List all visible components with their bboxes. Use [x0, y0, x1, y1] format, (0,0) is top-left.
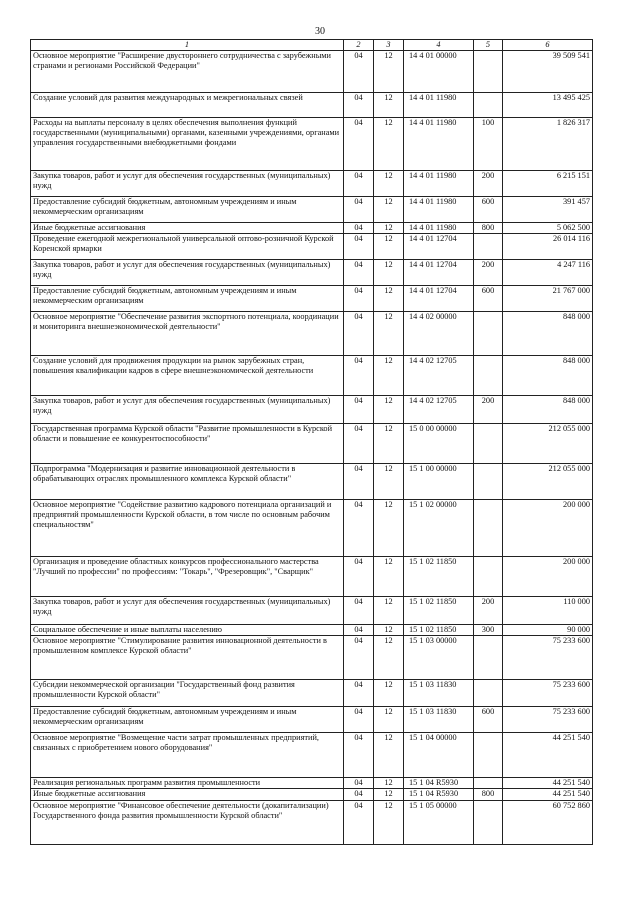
table-row [31, 356, 593, 396]
column-header: 4 [404, 40, 474, 51]
table-header-row [31, 40, 593, 51]
row-section-cell: 04 [344, 171, 374, 197]
row-target-code-cell: 14 4 01 11980 [404, 93, 474, 118]
row-expense-type-cell [474, 356, 503, 396]
row-expense-type-cell [474, 234, 503, 260]
row-amount-cell: 21 767 000 [503, 286, 593, 312]
row-amount-cell: 75 233 600 [503, 680, 593, 707]
row-target-code-cell: 15 1 02 11850 [404, 557, 474, 597]
row-amount-cell: 4 247 116 [503, 260, 593, 286]
row-name-cell: Реализация региональных программ развития промышленности [31, 778, 344, 789]
row-amount-cell: 212 055 000 [503, 464, 593, 500]
row-section-cell: 04 [344, 424, 374, 464]
table-row [31, 557, 593, 597]
row-target-code-cell: 14 4 01 12704 [404, 260, 474, 286]
row-subsection-cell: 12 [374, 396, 404, 424]
row-expense-type-cell [474, 557, 503, 597]
table-row [31, 500, 593, 557]
row-target-code-cell: 14 4 02 00000 [404, 312, 474, 356]
row-subsection-cell: 12 [374, 118, 404, 171]
row-expense-type-cell [474, 424, 503, 464]
row-section-cell: 04 [344, 707, 374, 733]
row-amount-cell: 26 014 116 [503, 234, 593, 260]
table-row [31, 171, 593, 197]
row-section-cell: 04 [344, 680, 374, 707]
row-expense-type-cell [474, 500, 503, 557]
row-section-cell: 04 [344, 801, 374, 845]
row-name-cell: Государственная программа Курской области "Развитие промышленности в Курской области и повышение ее конкурентоспособности" [31, 424, 344, 464]
table-row [31, 396, 593, 424]
row-subsection-cell: 12 [374, 286, 404, 312]
table-row [31, 680, 593, 707]
row-name-cell: Иные бюджетные ассигнования [31, 223, 344, 234]
row-amount-cell: 848 000 [503, 312, 593, 356]
row-section-cell: 04 [344, 778, 374, 789]
row-expense-type-cell [474, 636, 503, 680]
budget-table [30, 39, 593, 845]
row-target-code-cell: 15 1 04 R5930 [404, 789, 474, 801]
row-section-cell: 04 [344, 260, 374, 286]
row-section-cell: 04 [344, 636, 374, 680]
row-subsection-cell: 12 [374, 636, 404, 680]
column-header: 2 [344, 40, 374, 51]
row-target-code-cell: 15 1 03 11830 [404, 680, 474, 707]
row-name-cell: Основное мероприятие "Обеспечение развития экспортного потенциала, координации и мониторинга внешнеэкономической деятельности" [31, 312, 344, 356]
row-name-cell: Основное мероприятие "Стимулирование развития инновационной деятельности в промышленном комплексе Курской области" [31, 636, 344, 680]
row-target-code-cell: 15 1 03 00000 [404, 636, 474, 680]
row-expense-type-cell: 600 [474, 197, 503, 223]
row-expense-type-cell: 600 [474, 707, 503, 733]
table-row [31, 223, 593, 234]
row-name-cell: Подпрограмма "Модернизация и развитие инновационной деятельности в обрабатывающих отраслях промышленного комплекса Курской области" [31, 464, 344, 500]
row-subsection-cell: 12 [374, 801, 404, 845]
row-name-cell: Иные бюджетные ассигнования [31, 789, 344, 801]
row-amount-cell: 6 215 151 [503, 171, 593, 197]
row-subsection-cell: 12 [374, 625, 404, 636]
row-name-cell: Проведение ежегодной межрегиональной универсальной оптово-розничной Курской Коренской ярмарки [31, 234, 344, 260]
row-subsection-cell: 12 [374, 234, 404, 260]
row-name-cell: Социальное обеспечение и иные выплаты населению [31, 625, 344, 636]
row-subsection-cell: 12 [374, 680, 404, 707]
row-subsection-cell: 12 [374, 707, 404, 733]
row-expense-type-cell: 600 [474, 286, 503, 312]
row-expense-type-cell [474, 312, 503, 356]
table-row [31, 733, 593, 778]
row-target-code-cell: 15 1 05 00000 [404, 801, 474, 845]
row-subsection-cell: 12 [374, 197, 404, 223]
row-target-code-cell: 14 4 01 00000 [404, 51, 474, 93]
table-row [31, 234, 593, 260]
row-subsection-cell: 12 [374, 500, 404, 557]
row-section-cell: 04 [344, 223, 374, 234]
row-amount-cell: 391 457 [503, 197, 593, 223]
row-subsection-cell: 12 [374, 597, 404, 625]
row-section-cell: 04 [344, 118, 374, 171]
row-expense-type-cell [474, 778, 503, 789]
column-header: 3 [374, 40, 404, 51]
row-amount-cell: 44 251 540 [503, 778, 593, 789]
row-expense-type-cell: 200 [474, 171, 503, 197]
row-target-code-cell: 14 4 01 11980 [404, 197, 474, 223]
row-expense-type-cell: 800 [474, 223, 503, 234]
row-amount-cell: 44 251 540 [503, 789, 593, 801]
row-target-code-cell: 14 4 01 11980 [404, 171, 474, 197]
row-target-code-cell: 15 1 00 00000 [404, 464, 474, 500]
row-name-cell: Основное мероприятие "Возмещение части затрат промышленных предприятий, связанных с приобретением нового оборудования" [31, 733, 344, 778]
row-subsection-cell: 12 [374, 223, 404, 234]
row-name-cell: Основное мероприятие "Расширение двустороннего сотрудничества с зарубежными странами и регионами Российской Федерации" [31, 51, 344, 93]
row-amount-cell: 75 233 600 [503, 707, 593, 733]
row-amount-cell: 848 000 [503, 396, 593, 424]
row-expense-type-cell: 100 [474, 118, 503, 171]
row-expense-type-cell [474, 733, 503, 778]
row-subsection-cell: 12 [374, 260, 404, 286]
row-amount-cell: 1 826 317 [503, 118, 593, 171]
row-name-cell: Основное мероприятие "Содействие развитию кадрового потенциала организаций и предприятий промышленности Курской области, в том числе по основным рабочим специальностям" [31, 500, 344, 557]
row-name-cell: Закупка товаров, работ и услуг для обеспечения государственных (муниципальных) нужд [31, 597, 344, 625]
table-row [31, 636, 593, 680]
row-target-code-cell: 14 4 02 12705 [404, 396, 474, 424]
row-subsection-cell: 12 [374, 789, 404, 801]
row-section-cell: 04 [344, 312, 374, 356]
row-target-code-cell: 15 1 02 11850 [404, 597, 474, 625]
table-body [31, 51, 593, 845]
row-subsection-cell: 12 [374, 171, 404, 197]
row-section-cell: 04 [344, 197, 374, 223]
table-row [31, 789, 593, 801]
table-row [31, 801, 593, 845]
row-subsection-cell: 12 [374, 778, 404, 789]
row-section-cell: 04 [344, 597, 374, 625]
row-target-code-cell: 14 4 01 11980 [404, 118, 474, 171]
row-section-cell: 04 [344, 396, 374, 424]
row-section-cell: 04 [344, 51, 374, 93]
row-name-cell: Организация и проведение областных конкурсов профессионального мастерства "Лучший по профессии" по профессиям: "Токарь", "Фрезеровщик", "Сварщик" [31, 557, 344, 597]
column-header: 5 [474, 40, 503, 51]
row-amount-cell: 60 752 860 [503, 801, 593, 845]
row-target-code-cell: 14 4 02 12705 [404, 356, 474, 396]
row-target-code-cell: 15 1 04 R5930 [404, 778, 474, 789]
row-name-cell: Предоставление субсидий бюджетным, автономным учреждениям и иным некоммерческим организациям [31, 707, 344, 733]
row-section-cell: 04 [344, 733, 374, 778]
table-row [31, 625, 593, 636]
row-expense-type-cell [474, 464, 503, 500]
row-section-cell: 04 [344, 500, 374, 557]
table-row [31, 424, 593, 464]
row-subsection-cell: 12 [374, 312, 404, 356]
row-name-cell: Закупка товаров, работ и услуг для обеспечения государственных (муниципальных) нужд [31, 396, 344, 424]
table-row [31, 464, 593, 500]
row-amount-cell: 44 251 540 [503, 733, 593, 778]
row-section-cell: 04 [344, 557, 374, 597]
page-number: 30 [315, 26, 325, 37]
table-row [31, 286, 593, 312]
row-target-code-cell: 15 1 03 11830 [404, 707, 474, 733]
row-subsection-cell: 12 [374, 51, 404, 93]
row-expense-type-cell: 200 [474, 260, 503, 286]
row-name-cell: Субсидии некоммерческой организации "Государственный фонд развития промышленности Курской области" [31, 680, 344, 707]
row-subsection-cell: 12 [374, 464, 404, 500]
column-header: 1 [31, 40, 344, 51]
row-expense-type-cell [474, 51, 503, 93]
row-target-code-cell: 15 1 02 11850 [404, 625, 474, 636]
table-row [31, 93, 593, 118]
row-target-code-cell: 15 1 04 00000 [404, 733, 474, 778]
row-expense-type-cell [474, 680, 503, 707]
row-amount-cell: 200 000 [503, 557, 593, 597]
row-amount-cell: 75 233 600 [503, 636, 593, 680]
row-name-cell: Закупка товаров, работ и услуг для обеспечения государственных (муниципальных) нужд [31, 260, 344, 286]
row-expense-type-cell [474, 93, 503, 118]
row-expense-type-cell [474, 801, 503, 845]
row-amount-cell: 848 000 [503, 356, 593, 396]
row-name-cell: Основное мероприятие "Финансовое обеспечение деятельности (докапитализации) Государственного фонда развития промышленности Курской области" [31, 801, 344, 845]
row-target-code-cell: 14 4 01 12704 [404, 286, 474, 312]
row-target-code-cell: 15 0 00 00000 [404, 424, 474, 464]
table-row [31, 778, 593, 789]
row-subsection-cell: 12 [374, 557, 404, 597]
table-row [31, 118, 593, 171]
table-row [31, 597, 593, 625]
row-section-cell: 04 [344, 93, 374, 118]
row-subsection-cell: 12 [374, 733, 404, 778]
row-name-cell: Предоставление субсидий бюджетным, автономным учреждениям и иным некоммерческим организациям [31, 197, 344, 223]
row-amount-cell: 13 495 425 [503, 93, 593, 118]
row-name-cell: Создание условий для развития международных и межрегиональных связей [31, 93, 344, 118]
row-amount-cell: 39 509 541 [503, 51, 593, 93]
row-expense-type-cell: 200 [474, 396, 503, 424]
row-section-cell: 04 [344, 286, 374, 312]
table-row [31, 260, 593, 286]
row-name-cell: Предоставление субсидий бюджетным, автономным учреждениям и иным некоммерческим организациям [31, 286, 344, 312]
row-name-cell: Закупка товаров, работ и услуг для обеспечения государственных (муниципальных) нужд [31, 171, 344, 197]
row-target-code-cell: 14 4 01 11980 [404, 223, 474, 234]
row-section-cell: 04 [344, 234, 374, 260]
row-amount-cell: 90 000 [503, 625, 593, 636]
row-section-cell: 04 [344, 625, 374, 636]
row-amount-cell: 200 000 [503, 500, 593, 557]
row-target-code-cell: 14 4 01 12704 [404, 234, 474, 260]
row-subsection-cell: 12 [374, 356, 404, 396]
table-row [31, 197, 593, 223]
table-row [31, 312, 593, 356]
row-amount-cell: 5 062 500 [503, 223, 593, 234]
row-section-cell: 04 [344, 464, 374, 500]
row-amount-cell: 212 055 000 [503, 424, 593, 464]
column-header: 6 [503, 40, 593, 51]
row-expense-type-cell: 300 [474, 625, 503, 636]
row-name-cell: Расходы на выплаты персоналу в целях обеспечения выполнения функций государственными (муниципальными) органами, казенными учреждениями, органами управления государственными внебюджетными фондами [31, 118, 344, 171]
row-section-cell: 04 [344, 356, 374, 396]
row-expense-type-cell: 800 [474, 789, 503, 801]
row-target-code-cell: 15 1 02 00000 [404, 500, 474, 557]
row-section-cell: 04 [344, 789, 374, 801]
row-subsection-cell: 12 [374, 424, 404, 464]
row-subsection-cell: 12 [374, 93, 404, 118]
row-name-cell: Создание условий для продвижения продукции на рынок зарубежных стран, повышения квалификации кадров в сфере внешнеэкономической деятельности [31, 356, 344, 396]
table-row [31, 51, 593, 93]
table-row [31, 707, 593, 733]
row-amount-cell: 110 000 [503, 597, 593, 625]
row-expense-type-cell: 200 [474, 597, 503, 625]
